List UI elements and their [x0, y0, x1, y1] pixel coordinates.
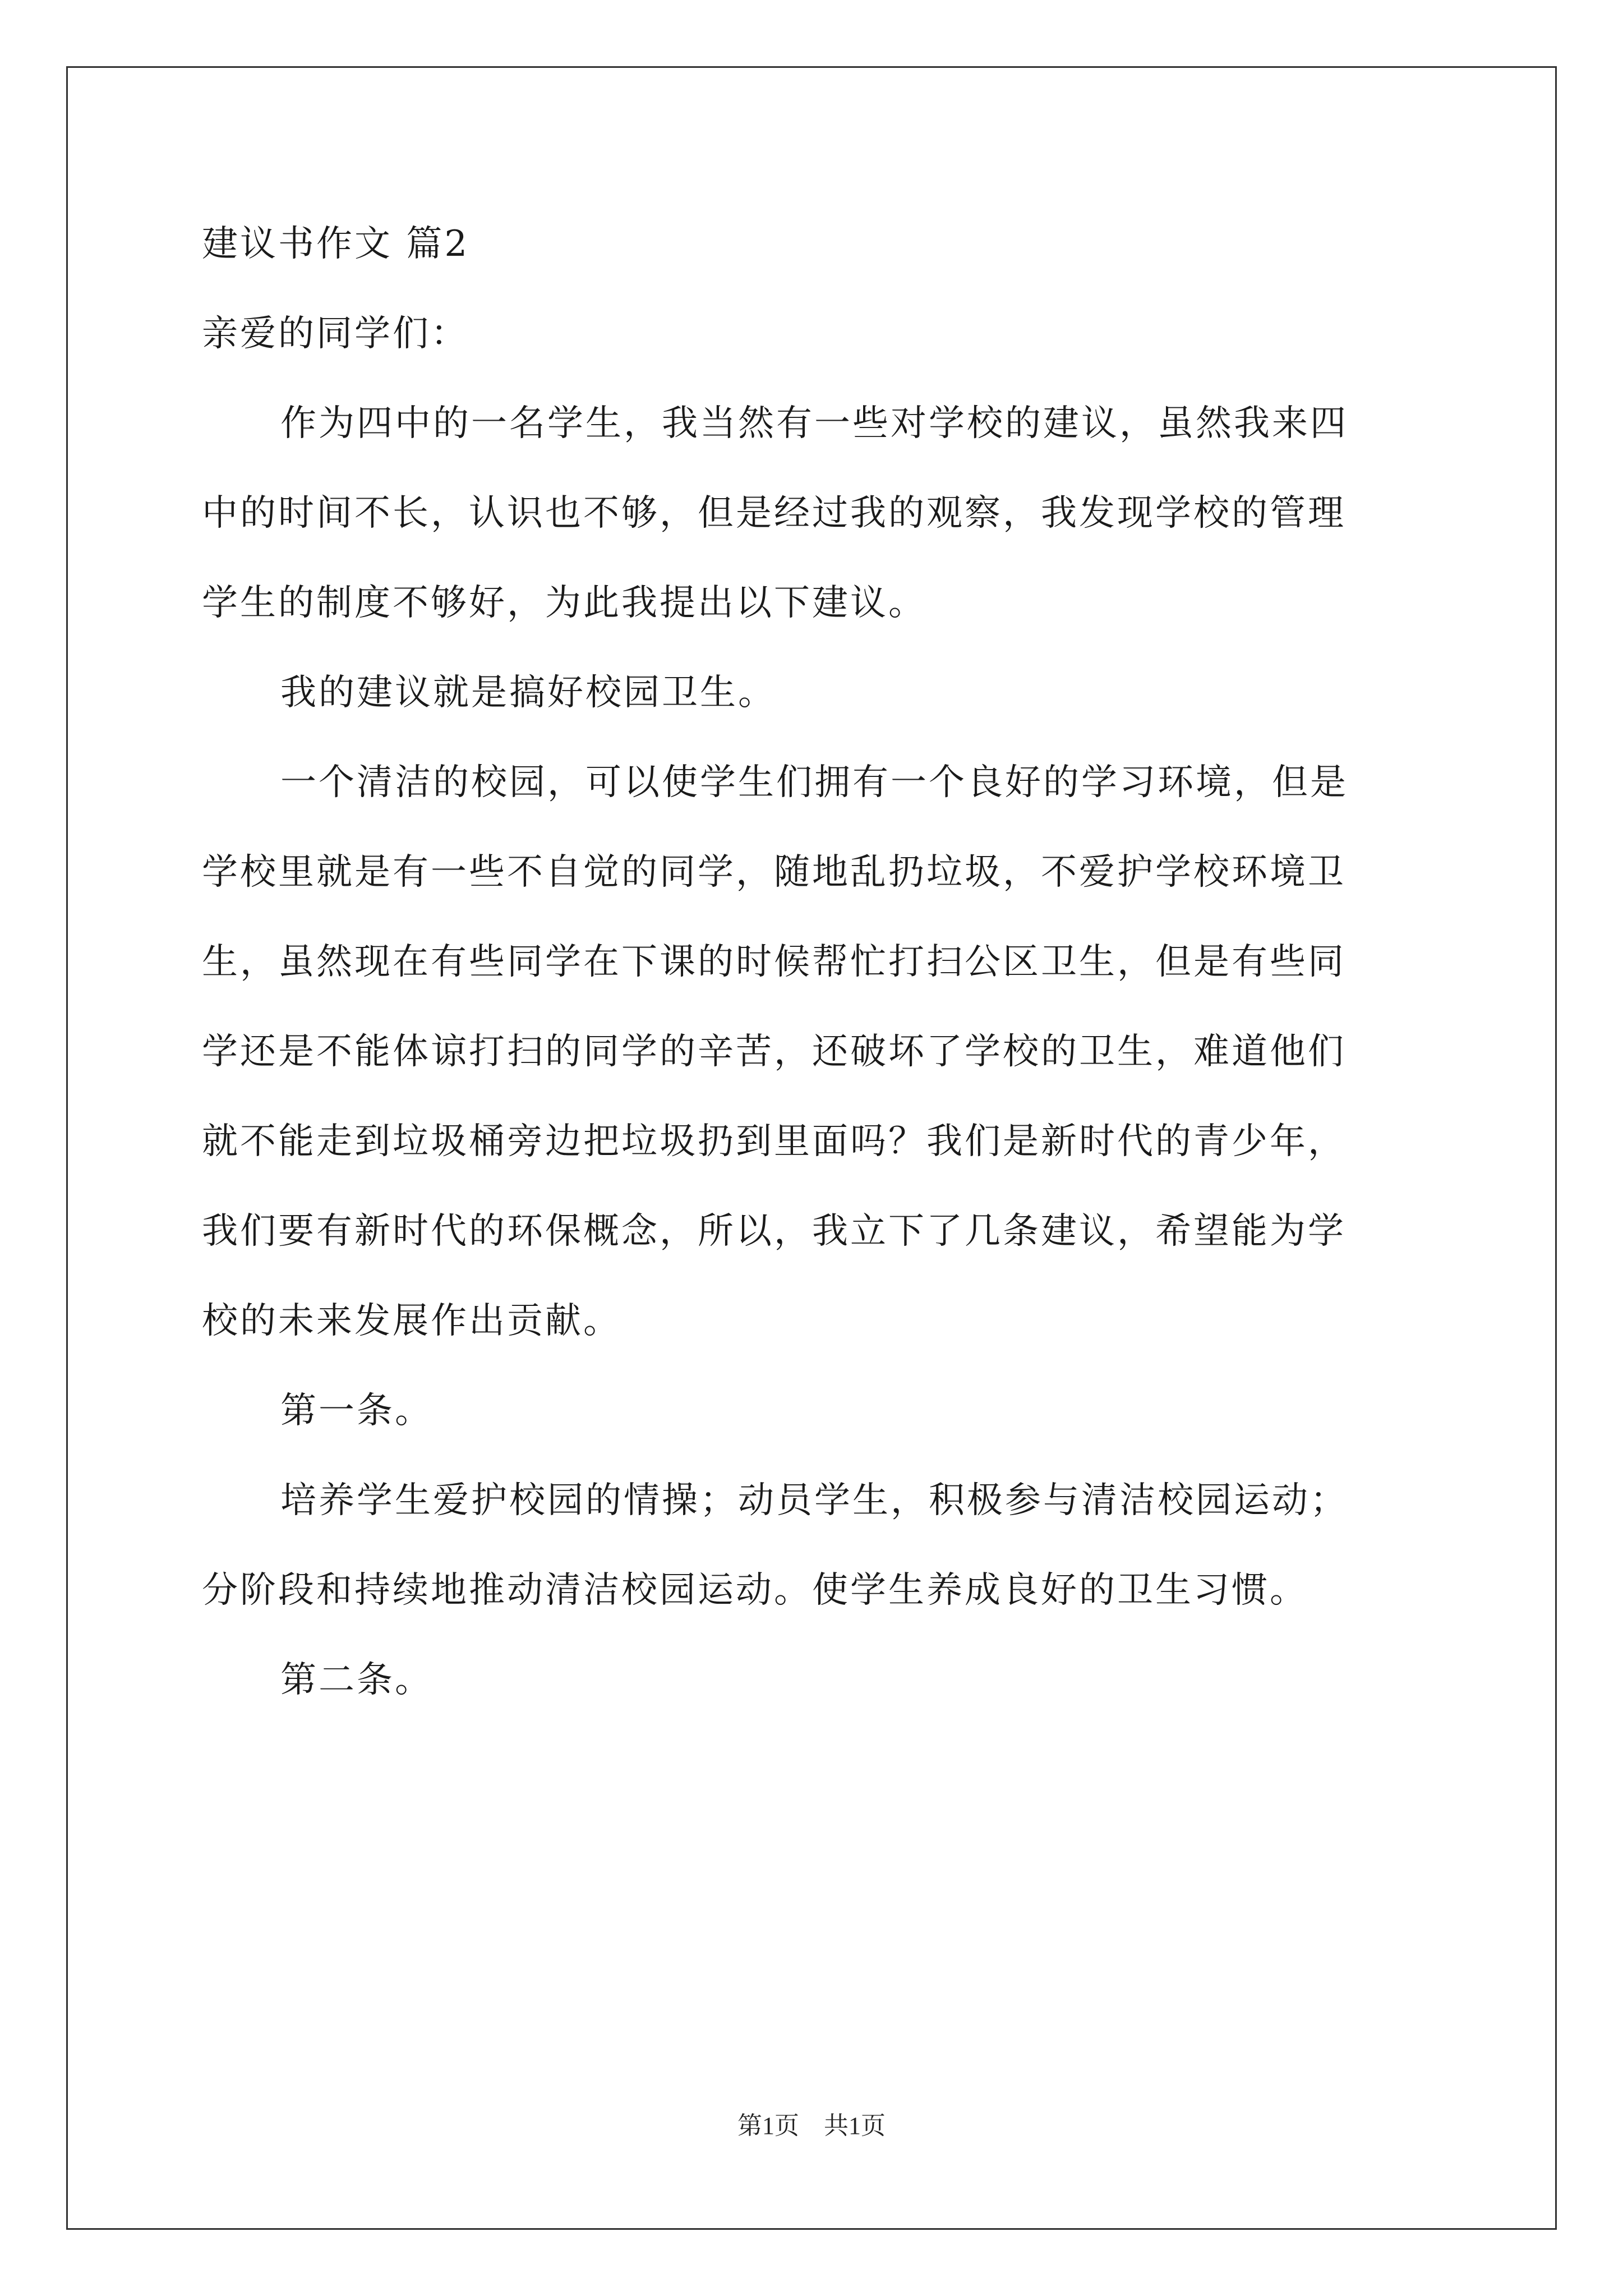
paragraph-line: 校的未来发展作出贡献。 [202, 1300, 621, 1342]
paragraph-line: 我们要有新时代的环保概念，所以，我立下了几条建议，希望能为学 [202, 1211, 1346, 1252]
paragraph-line: 中的时间不长，认识也不够，但是经过我的观察，我发现学校的管理 [202, 493, 1346, 534]
paragraph-line: 分阶段和持续地推动清洁校园运动。使学生养成良好的卫生习惯。 [202, 1570, 1308, 1611]
paragraph-line: 一个清洁的校园，可以使学生们拥有一个良好的学习环境，但是 [280, 762, 1348, 803]
paragraph-line: 学校里就是有一些不自觉的同学，随地乱扔垃圾，不爱护学校环境卫 [202, 852, 1346, 893]
paragraph-line: 生，虽然现在有些同学在下课的时候帮忙打扫公区卫生，但是有些同 [202, 941, 1346, 983]
paragraph-line: 培养学生爱护校园的情操；动员学生，积极参与清洁校园运动； [280, 1480, 1348, 1521]
paragraph-line: 第二条。 [280, 1659, 433, 1701]
document-heading: 建议书作文 篇2 [202, 223, 470, 265]
paragraph-line: 就不能走到垃圾桶旁边把垃圾扔到里面吗？我们是新时代的青少年， [202, 1121, 1346, 1162]
paragraph-line: 我的建议就是搞好校园卫生。 [280, 672, 776, 714]
paragraph-line: 学生的制度不够好，为此我提出以下建议。 [202, 582, 926, 624]
salutation: 亲爱的同学们： [202, 313, 469, 355]
paragraph-line: 第一条。 [280, 1390, 433, 1432]
paragraph-line: 学还是不能体谅打扫的同学的辛苦，还破坏了学校的卫生，难道他们 [202, 1031, 1346, 1073]
page-footer: 第1页 共1页 [737, 2112, 886, 2139]
paragraph-line: 作为四中的一名学生，我当然有一些对学校的建议，虽然我来四 [280, 403, 1348, 444]
